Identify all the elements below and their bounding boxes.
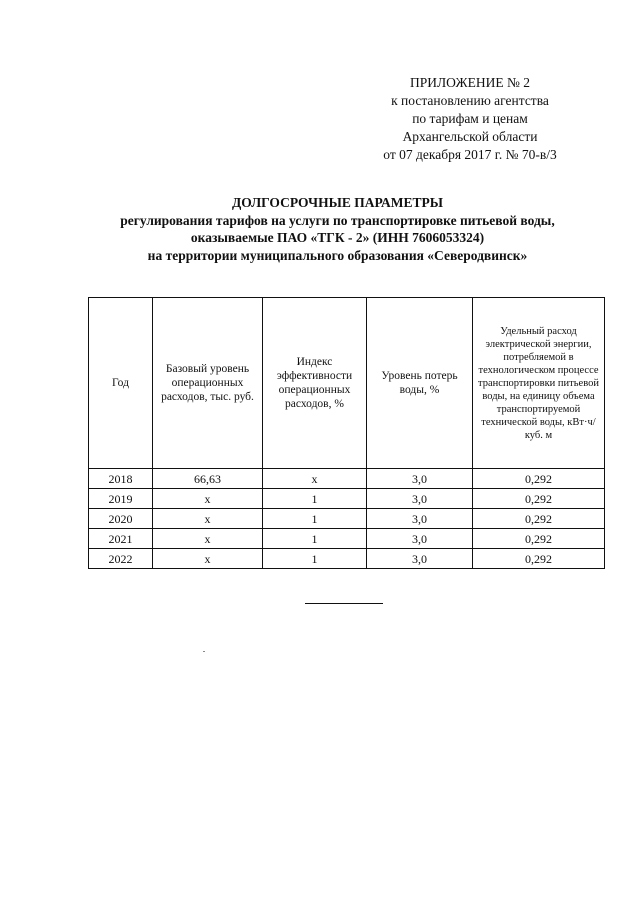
cell-base-opex: x: [153, 529, 263, 549]
cell-water-loss: 3,0: [367, 529, 473, 549]
cell-base-opex: x: [153, 549, 263, 569]
appendix-title: ПРИЛОЖЕНИЕ № 2: [409, 75, 531, 90]
heading-line: на территории муниципального образования «Северодвинск»: [147, 247, 528, 263]
cell-base-opex: x: [153, 509, 263, 529]
table-row: [89, 469, 605, 489]
cell-efficiency-index: x: [263, 469, 367, 489]
cell-water-loss: 3,0: [367, 489, 473, 509]
cell-water-loss: 3,0: [367, 469, 473, 489]
cell-energy-consumption: 0,292: [473, 549, 605, 569]
appendix-line: к постановлению агентства: [391, 93, 549, 108]
header-base-opex: Базовый уровень операционных расходов, тыс. руб.: [153, 298, 263, 469]
cell-year: 2022: [89, 549, 153, 569]
cell-energy-consumption: 0,292: [473, 469, 605, 489]
cell-energy-consumption: 0,292: [473, 509, 605, 529]
cell-efficiency-index: 1: [263, 509, 367, 529]
header-water-loss: Уровень потерь воды, %: [367, 298, 473, 469]
appendix-line: Архангельской области: [402, 129, 538, 144]
cell-year: 2021: [89, 529, 153, 549]
table-row: [89, 509, 605, 529]
document-title: ДОЛГОСРОЧНЫЕ ПАРАМЕТРЫ: [232, 195, 443, 210]
cell-water-loss: 3,0: [367, 509, 473, 529]
table-row: [89, 549, 605, 569]
table-row: [89, 529, 605, 549]
cell-energy-consumption: 0,292: [473, 489, 605, 509]
appendix-block: [355, 74, 585, 164]
cell-year: 2019: [89, 489, 153, 509]
cell-year: 2018: [89, 469, 153, 489]
closing-rule: [305, 603, 383, 604]
cell-efficiency-index: 1: [263, 489, 367, 509]
header-efficiency-index: Индекс эффективности операционных расходов, %: [263, 298, 367, 469]
cell-energy-consumption: 0,292: [473, 529, 605, 549]
cell-efficiency-index: 1: [263, 529, 367, 549]
header-year: Год: [89, 298, 153, 469]
appendix-date-line: от 07 декабря 2017 г. № 70-в/3: [383, 147, 557, 162]
cell-base-opex: 66,63: [153, 469, 263, 489]
cell-year: 2020: [89, 509, 153, 529]
appendix-line: по тарифам и ценам: [412, 111, 528, 126]
cell-water-loss: 3,0: [367, 549, 473, 569]
table-row: [89, 489, 605, 509]
cell-efficiency-index: 1: [263, 549, 367, 569]
parameters-table: [88, 297, 605, 569]
heading-line: регулирования тарифов на услуги по транспортировке питьевой воды,: [120, 212, 555, 228]
document-heading: [60, 194, 615, 264]
table-header-row: [89, 298, 605, 469]
scan-speck: [203, 651, 205, 652]
heading-line: оказываемые ПАО «ТГК - 2» (ИНН 7606053324): [190, 230, 485, 245]
cell-base-opex: x: [153, 489, 263, 509]
header-energy-consumption: Удельный расход электрической энергии, потребляемой в технологическом процессе транспортировки питьевой воды, на единицу объема транспортируемой технической воды, кВт·ч/куб. м: [473, 298, 605, 469]
